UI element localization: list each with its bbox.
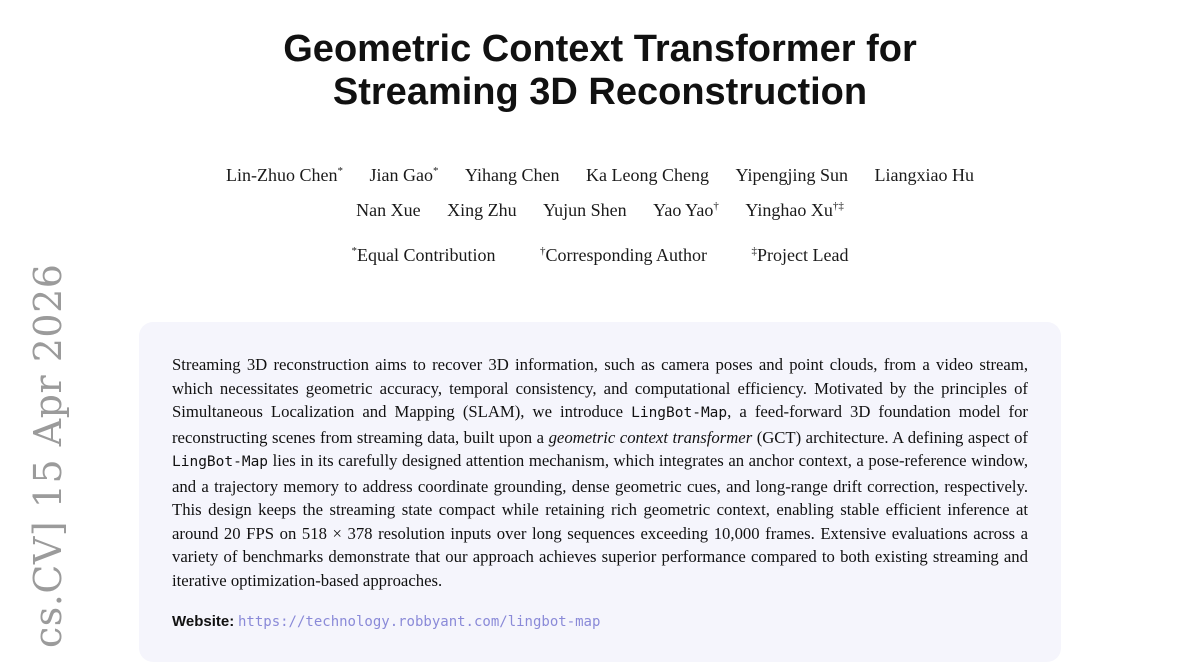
paper-title: [0, 28, 1200, 114]
note-project-lead: ‡Project Lead: [751, 245, 849, 265]
website-label: Website:: [172, 613, 235, 630]
author: Ka Leong Cheng: [586, 165, 709, 185]
note-corresponding-author: †Corresponding Author: [540, 245, 708, 265]
author: Nan Xue: [356, 200, 421, 220]
author: Yao Yao†: [653, 200, 719, 220]
author: Lin-Zhuo Chen*: [226, 165, 344, 185]
author: Liangxiao Hu: [874, 165, 974, 185]
model-name: LingBot-Map: [172, 454, 269, 470]
author: Yihang Chen: [465, 165, 560, 185]
author: Yujun Shen: [543, 200, 627, 220]
author: Yinghao Xu†‡: [745, 200, 844, 220]
arxiv-identifier: cs.CV] 15 Apr 2026: [26, 263, 70, 648]
authors-row-1: [0, 165, 1200, 186]
authors-row-2: [0, 200, 1200, 221]
abstract-text: Streaming 3D reconstruction aims to recover 3D information, such as camera poses and point clouds, from a video stream, which necessitates geometric accuracy, temporal consistency, and computational efficiency. Motivated by the principles of Simultaneous Localization and Mapping (SLAM), we introduce LingBot-Map, a feed-forward 3D foundation model for reconstructing scenes from streaming data, built upon a geometric context transformer (GCT) architecture. A defining aspect of LingBot-Map lies in its carefully designed attention mechanism, which integrates an anchor context, a pose-reference window, and a trajectory memory to address coordinate grounding, dense geometric cues, and long-range drift correction, respectively. This design keeps the streaming state compact while retaining rich geometric context, enabling stable efficient inference at around 20 FPS on 518 × 378 resolution inputs over long sequences exceeding 10,000 frames. Extensive evaluations across a variety of benchmarks demonstrate that our approach achieves superior performance compared to both existing streaming and iterative optimization-based approaches.: [172, 355, 1028, 590]
model-name: LingBot-Map: [631, 405, 728, 421]
italic-term: geometric context transformer: [548, 427, 753, 447]
author: Jian Gao*: [369, 165, 439, 185]
note-equal-contribution: *Equal Contribution: [351, 245, 496, 265]
author: Xing Zhu: [447, 200, 517, 220]
website-link[interactable]: https://technology.robbyant.com/lingbot-map: [237, 614, 601, 630]
abstract-box: [139, 322, 1061, 662]
title-line-1: Geometric Context Transformer for: [283, 28, 917, 70]
title-line-2: Streaming 3D Reconstruction: [332, 71, 868, 113]
website-line: [172, 613, 600, 631]
author-notes: [0, 245, 1200, 266]
author: Yipengjing Sun: [735, 165, 848, 185]
